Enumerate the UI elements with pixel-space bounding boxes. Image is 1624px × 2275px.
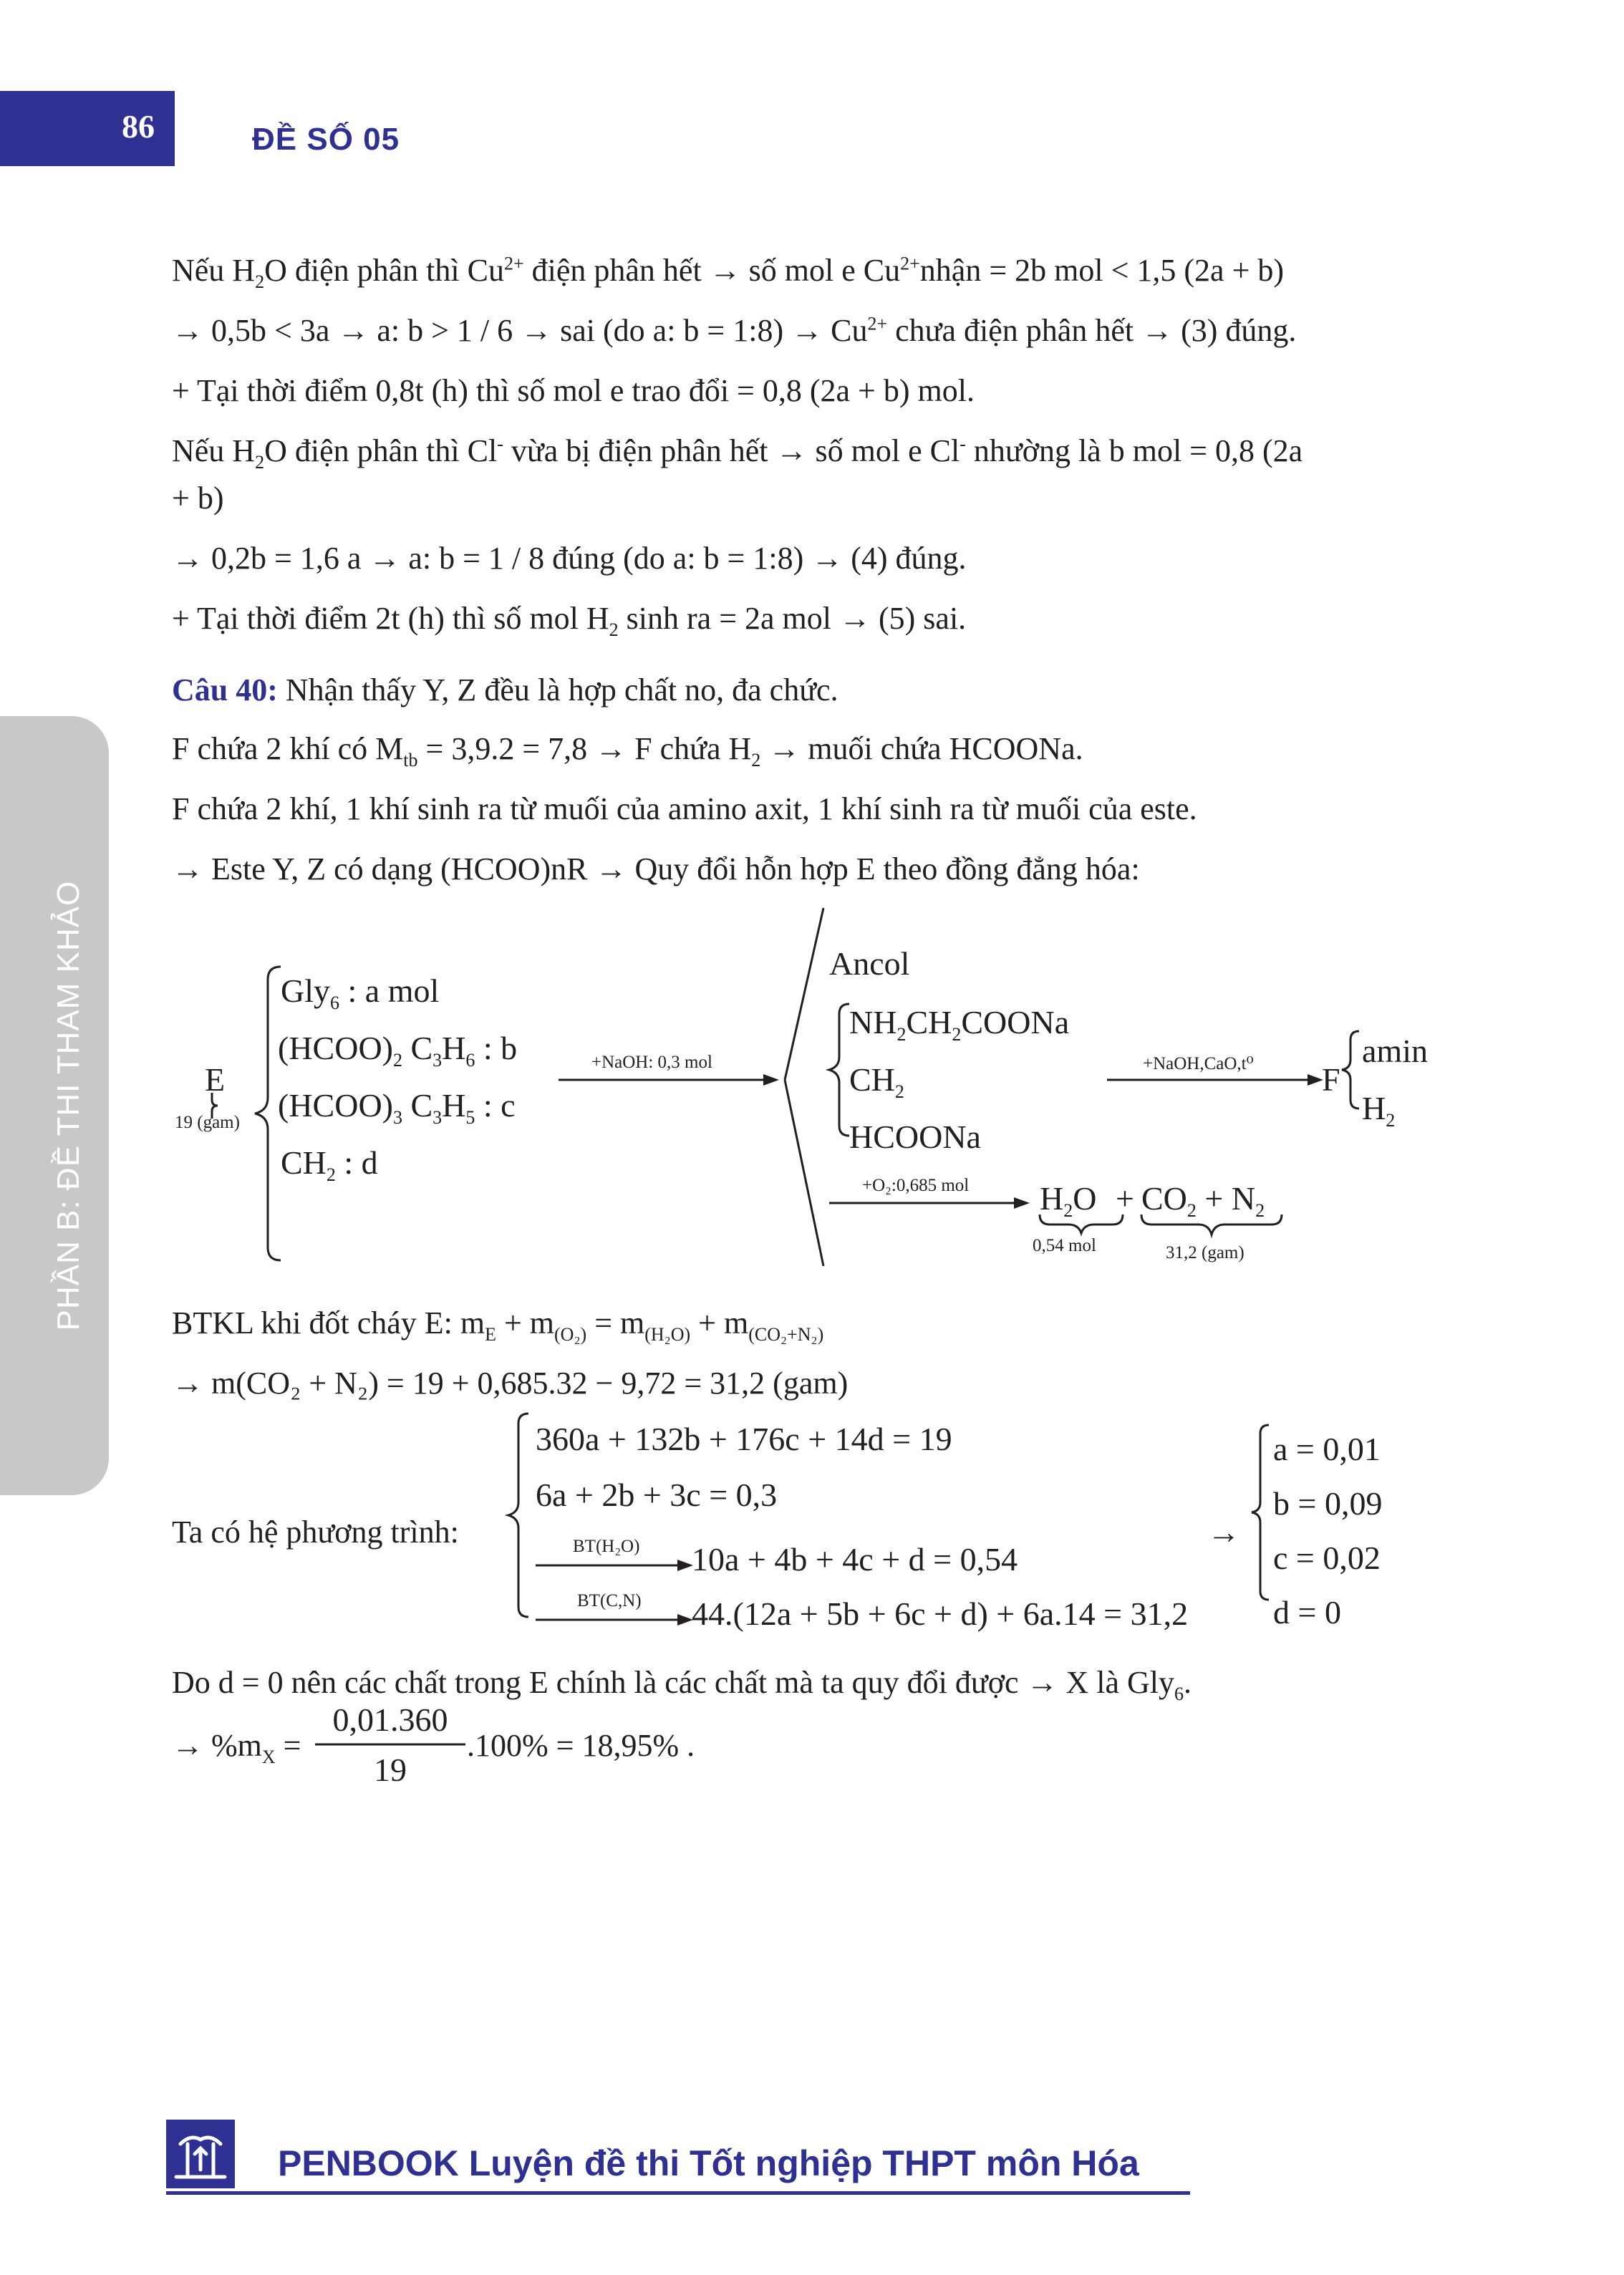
penbook-logo-glyph <box>166 2120 235 2188</box>
section-title: ĐỀ SỐ 05 <box>252 122 400 157</box>
arrow-btcn-head <box>677 1614 693 1626</box>
text-line-1: Nếu $H_2O$ điện phân thì $Cu^{2+}$ điện phân hết → số mol e $Cu^{2+}nhận = 2b$ mol < 1,5 (2a + b) <box>172 253 1285 292</box>
text-line-4: Nếu $H_2O$ điện phân thì Cl- vừa bị điện phân hết → số mol e Cl- nhường là b mol = 0,8 (2a <box>172 433 1303 473</box>
E-component-ch2: $CH_2$ : d <box>281 1144 378 1186</box>
text-line-9: F chứa 2 khí có $M_{tb} = 3,9.2 = 7,8 \to F$ chứa $H_2$ → muối chứa HCOONa. <box>172 731 1083 771</box>
footer-title: PENBOOK Luyện đề thi Tốt nghiệp THPT môn Hóa <box>278 2143 1139 2183</box>
equation-2: 6a + 2b + 3c = 0,3 <box>536 1477 778 1513</box>
salt-hcoona: HCOONa <box>849 1119 981 1155</box>
arrow-o2-label: +O₂:0,685 mol <box>862 1176 970 1195</box>
text-line-10: F chứa 2 khí, 1 khí sinh ra từ muối của amino axit, 1 khí sinh ra từ muối của este. <box>172 791 1197 826</box>
E-mass: 19 (gam) <box>175 1113 240 1132</box>
brace-salts <box>829 1004 849 1136</box>
result-arrow: → <box>1207 1514 1240 1550</box>
text-line-5: + b) <box>172 480 224 516</box>
arrow-o2-head <box>1014 1197 1030 1209</box>
F-gas-h2: $H_2$ <box>1362 1090 1396 1131</box>
result-b: b = 0,09 <box>1273 1485 1383 1522</box>
equation-4-label: BT(C,N) <box>577 1591 642 1610</box>
product-co2n2-note: 31,2 (gam) <box>1166 1243 1244 1262</box>
result-a: a = 0,01 <box>1273 1431 1381 1467</box>
brace-F <box>1342 1031 1359 1108</box>
text-line-2: → 0,5b < 3a → a: b > 1 / 6 → sai (do a: b = 1:8) → $Cu^{2+}$ chưa điện phân hết → (3) đúng. <box>172 313 1297 348</box>
product-co2-n2: $CO_2 + N_2$ <box>1141 1180 1265 1222</box>
result-d: d = 0 <box>1273 1594 1341 1631</box>
percent-line-right: .100% = 18,95% . <box>467 1728 695 1763</box>
penbook-logo-icon <box>166 2120 235 2188</box>
split-line-top <box>785 908 823 1080</box>
salt-ch2: $CH_2$ <box>849 1061 904 1103</box>
fraction-denominator: 19 <box>374 1752 407 1788</box>
question-40-line: Câu 40: Nhận thấy Y, Z đều là hợp chất no, đa chức. <box>172 672 838 707</box>
text-line-11: → Este Y, Z có dạng (HCOO)nR → Quy đổi hỗn hợp E theo đồng đẳng hóa: <box>172 851 1140 887</box>
question-40-label: Câu 40: <box>172 672 278 707</box>
brace-E <box>255 967 281 1260</box>
F-label: F <box>1322 1061 1340 1098</box>
footer-divider <box>166 2191 1190 2195</box>
side-tab-label: PHẦN B: ĐỀ THI THAM KHẢO <box>51 880 86 1331</box>
equation-3-label: BT(H₂O) <box>573 1537 640 1556</box>
product-h2o-note: 0,54 mol <box>1033 1236 1096 1255</box>
ancol-label: Ancol <box>829 945 910 982</box>
E-label: E <box>205 1061 226 1098</box>
arrow-naoh-head <box>763 1074 779 1086</box>
text-line-3: + Tại thời điểm 0,8t (h) thì số mol e trao đổi = 0,8 (2a + b) mol. <box>172 373 975 408</box>
equation-1: 360a + 132b + 176c + 14d = 19 <box>536 1421 952 1457</box>
E-component-diester: $(HCOO)_2$ $C_3H_6$ : b <box>278 1030 518 1071</box>
split-line-bottom <box>785 1080 823 1266</box>
conclusion-line: Do d = 0 nên các chất trong E chính là các chất mà ta quy đổi được → X là Gly$_6$. <box>172 1665 1192 1704</box>
text-line-6: → 0,2b = 1,6 a → a: b = 1 / 8 đúng (do a: b = 1:8) → (4) đúng. <box>172 541 967 576</box>
F-gas-amin: amin <box>1362 1033 1428 1069</box>
arrow-soda-label: +NaOH,CaO,t⁰ <box>1143 1054 1254 1073</box>
result-c: c = 0,02 <box>1273 1540 1381 1576</box>
product-h2o: $H_2O$ <box>1040 1180 1097 1222</box>
product-plus: + <box>1116 1180 1134 1217</box>
fraction-numerator: 0,01.360 <box>332 1701 448 1738</box>
text-line-7: + Tại thời điểm 2t (h) thì số mol $H_2$ sinh ra = 2a mol → (5) sai. <box>172 601 967 640</box>
brace-results <box>1252 1425 1269 1600</box>
E-component-triester: $(HCOO)_3$ $C_3H_5$ : c <box>278 1087 516 1129</box>
system-label: Ta có hệ phương trình: <box>172 1515 459 1550</box>
salt-glyna: $NH_2CH_2COONa$ <box>849 1004 1070 1045</box>
brace-system <box>508 1414 528 1617</box>
btkl-line: BTKL khi đốt cháy E: $m_E + m_{(O_2)} = m_{(H_2O)} + m_{(CO_2+N_2)}$ <box>172 1305 824 1345</box>
page-number: 86 <box>122 108 155 145</box>
equation-4: 44.(12a + 5b + 6c + d) + 6a.14 = 31,2 <box>692 1595 1189 1632</box>
equation-3: 10a + 4b + 4c + d = 0,54 <box>692 1541 1018 1578</box>
arrow-soda-head <box>1308 1074 1323 1086</box>
E-component-gly6: Gly$_6$ : a mol <box>281 972 440 1014</box>
arrow-naoh-label: +NaOH: 0,3 mol <box>591 1053 712 1072</box>
percent-line-left: → $\%m_X$ = <box>172 1728 301 1767</box>
mass-co2-n2-line: → m(CO₂ + N₂) = 19 + 0,685.32 − 9,72 = 31,2 (gam) <box>172 1366 849 1401</box>
arrow-bth-head <box>677 1560 693 1571</box>
